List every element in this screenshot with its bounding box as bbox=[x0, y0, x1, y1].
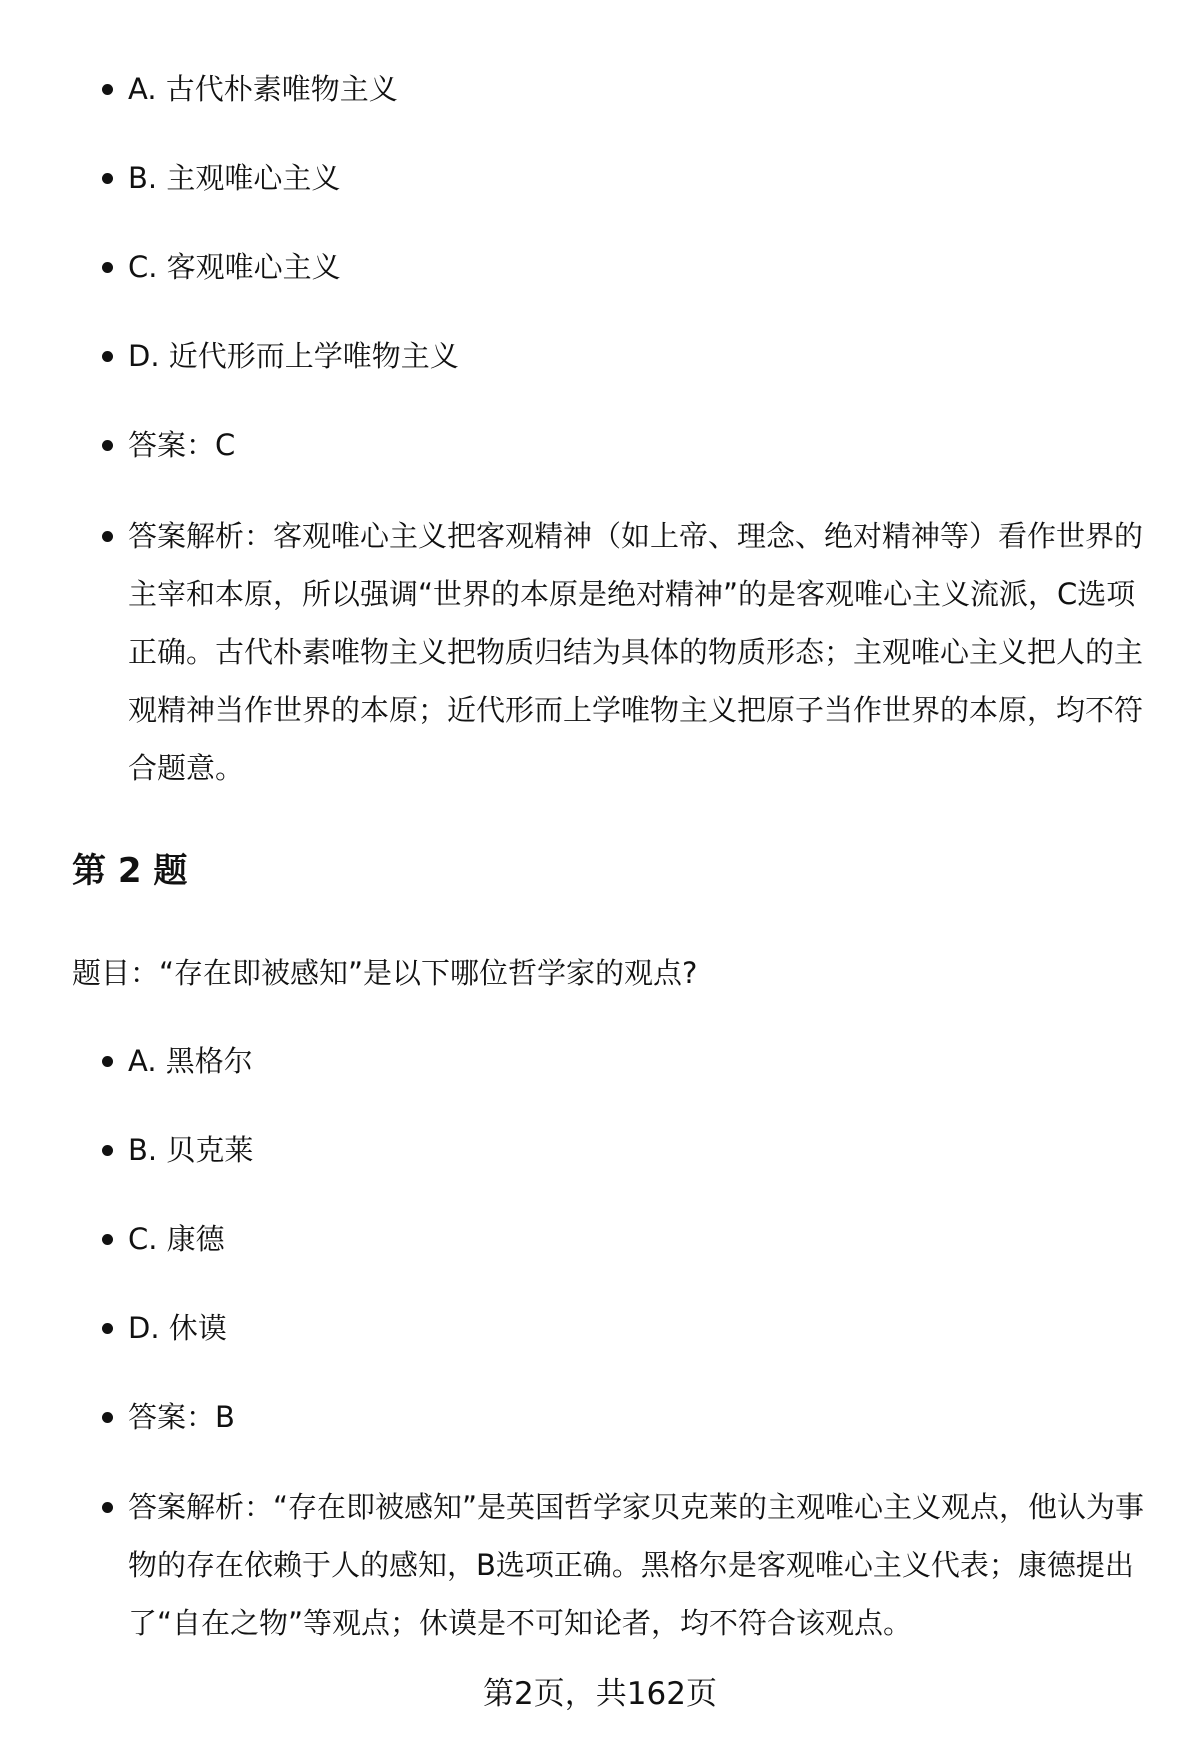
q1-answer: 答案：C bbox=[128, 416, 1148, 474]
question-2-text: 题目：“存在即被感知”是以下哪位哲学家的观点? bbox=[72, 956, 698, 990]
q1-option-d: D. 近代形而上学唯物主义 bbox=[128, 327, 1148, 385]
q2-answer: 答案：B bbox=[128, 1388, 1148, 1446]
q2-explanation: 答案解析：“存在即被感知”是英国哲学家贝克莱的主观唯心主义观点，他认为事物的存在依赖于人的感知，B选项正确。黑格尔是客观唯心主义代表；康德提出了“自在之物”等观点；休谟是不可知论者，均不符合该观点。 bbox=[128, 1478, 1148, 1652]
q1-option-c: C. 客观唯心主义 bbox=[128, 238, 1148, 296]
q2-option-c: C. 康德 bbox=[128, 1210, 1148, 1268]
q2-option-d: D. 休谟 bbox=[128, 1299, 1148, 1357]
question-2-heading: 第 2 题 bbox=[72, 851, 188, 891]
q2-option-b: B. 贝克莱 bbox=[128, 1121, 1148, 1179]
q1-option-b: B. 主观唯心主义 bbox=[128, 149, 1148, 207]
q2-option-a: A. 黑格尔 bbox=[128, 1032, 1148, 1090]
q1-explanation: 答案解析：客观唯心主义把客观精神（如上帝、理念、绝对精神等）看作世界的主宰和本原，所以强调“世界的本原是绝对精神”的是客观唯心主义流派，C选项正确。古代朴素唯物主义把物质归结为具体的物质形态；主观唯心主义把人的主观精神当作世界的本原；近代形而上学唯物主义把原子当作世界的本原，均不符合题意。 bbox=[128, 507, 1148, 797]
page-number-footer: 第2页，共162页 bbox=[483, 1676, 717, 1712]
q1-option-a: A. 古代朴素唯物主义 bbox=[128, 60, 1148, 118]
